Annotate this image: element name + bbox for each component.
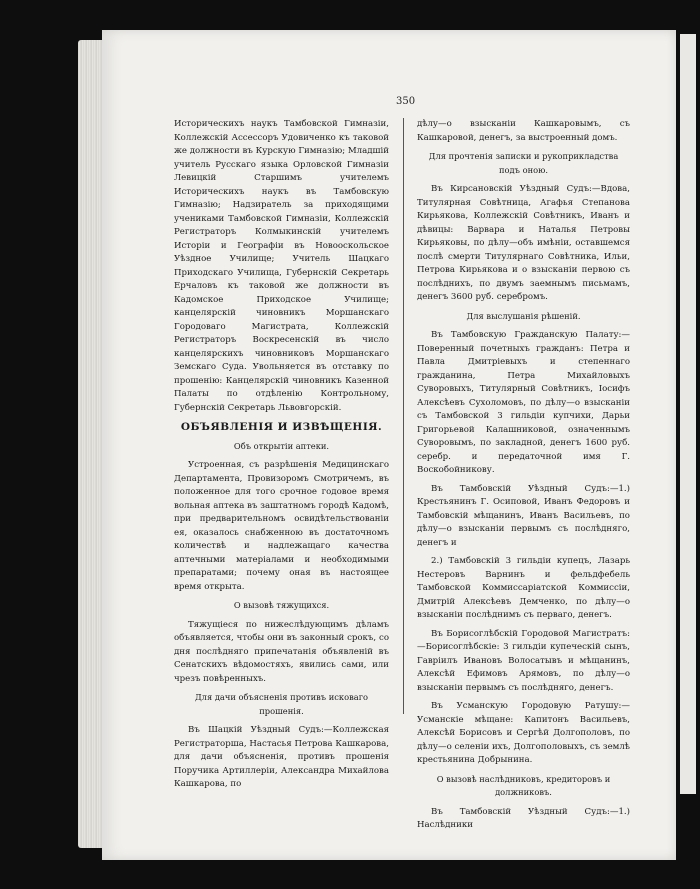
subhead-decisions: Для выслушанія рѣшеній. xyxy=(466,310,581,321)
right-paragraph-1: дѣлу—о взысканіи Кашкаровымъ, съ Кашкаровой, денегъ, за выстроенный домъ. xyxy=(417,119,630,143)
section-title: ОБЪЯВЛЕНІЯ И ИЗВѢЩЕНІЯ. xyxy=(180,421,383,433)
right-paragraph-7: Въ Усманскую Городовую Ратушу:—Усманскіе мѣщане: Капитонъ Васильевъ, Алексѣй Борисовъ и Сергѣй Долгополовъ, по дѣлу—о селеніи ихъ, Долгополовыхъ, съ землѣ крестьянина Добрынина. xyxy=(417,701,630,765)
column-divider xyxy=(403,118,404,714)
next-page-edge xyxy=(680,34,696,794)
right-paragraph-6: Въ Борисоглѣбскій Городовой Магистратъ:—Борисоглѣбскіе: 3 гильдіи купеческій сынъ, Гавріилъ Ивановъ Волосатывъ и мѣщанинъ, Алексѣй Ефимовъ Арямовъ, по дѣлу—о взысканіи первымъ съ послѣдняго, денегъ. xyxy=(417,628,630,693)
subhead-heirs: О вызовѣ наслѣдниковъ, кредиторовъ и должниковъ. xyxy=(436,773,611,797)
left-paragraph-2: Устроенная, съ разрѣшенія Медицинскаго Департамента, Провизоромъ Смотричемъ, въ положенное для того срочное годовое время вольная аптека въ заштатномъ городѣ Кадомѣ, при предварительномъ освидѣтельствованіи ея, оказалось снабженною въ достаточномъ количествѣ и надлежащаго качества аптечными матеріалами и необходимыми препаратами; почему оная въ настоящее время открыта. xyxy=(174,460,389,592)
right-column xyxy=(417,118,630,838)
right-paragraph-3: Въ Тамбовскую Гражданскую Палату:—Поверенный почетныхъ гражданъ: Петра и Павла Дмитріевыхъ и степеннаго гражданина, Петра Михайловыхъ Суворовыхъ, Титулярный Совѣтникъ, Іосифъ Алексѣевъ Сухоломовъ, по дѣлу—о взысканіи съ Тамбовской 3 гильдіи купчихи, Дарьи Григорьевой Калашниковой, означеннымъ Суворовымъ, по закладной, денегъ 1600 руб. серебр. и передаточной имя Г. Воскобойникову. xyxy=(417,330,630,475)
right-paragraph-2: Въ Кирсановскій Уѣздный Судъ:—Вдова, Титулярная Совѣтница, Агафья Степанова Кирьякова, Коллежскій Совѣтникъ, Иванъ и дѣвицы: Варвара и Наталья Петровы Кирьяковы, по дѣлу—объ имѣніи, оставшемся послѣ смерти Титулярнаго Совѣтника, Ильи, Петрова Кирьякова и о взысканіи первою съ послѣднихъ, по двумъ заемнымъ письмамъ, денегъ 3600 руб. серебромъ. xyxy=(417,184,630,302)
subhead-pharmacy: Объ открытіи аптеки. xyxy=(233,440,330,451)
right-paragraph-4: Въ Тамбовскій Уѣздный Судъ:—1.) Крестьянинъ Г. Осиповой, Иванъ Федоровъ и Тамбовскій мѣщанинъ, Иванъ Васильевъ, по дѣлу—о взысканіи первымъ съ послѣдняго, денегъ и xyxy=(417,483,630,548)
left-paragraph-3: Тяжущіеся по нижеслѣдующимъ дѣламъ объявляется, чтобы они въ законный срокъ, со дня послѣдняго припечатанія объявленій въ Сенатскихъ вѣдомостяхъ, явились сами, или чрезъ повѣренныхъ. xyxy=(174,619,389,684)
left-column xyxy=(174,118,389,797)
page-number: 350 xyxy=(396,96,416,107)
subhead-litigants: О вызовѣ тяжущихся. xyxy=(233,600,330,610)
right-paragraph-8: Въ Тамбовскій Уѣздный Судъ:—1.) Наслѣдники xyxy=(417,806,630,830)
subhead-reading: Для прочтенія записки и рукоприкладства подъ оною. xyxy=(428,151,619,175)
left-paragraph-4: Въ Шацкій Уѣздный Судъ:—Коллежская Регистраторша, Настасья Петрова Кашкарова, для дачи объясненія, противъ прошенія Поручика Артиллеріи, Александра Михайлова Кашкарова, по xyxy=(174,725,389,789)
left-paragraph-1: Историческихъ наукъ Тамбовской Гимназіи, Коллежскій Ассессоръ Удовиченко къ таковой же должности въ Курскую Гимназію; Младшій учитель Русскаго языка Орловской Гимназіи Левицкій Старшимъ учителемъ Историческихъ наукъ въ Тамбовскую Гимназію; Надзиратель за приходящими учениками Тамбовской Гимназіи, Коллежскій Регистраторъ Колмыкинскій учителемъ Исторіи и Географіи въ Новооскольское Уѣздное Училище; Учитель Шацкаго Приходскаго Училища, Губернскій Секретарь Ерчаловъ къ таковой же должности въ Кадомское Приходское Училище; канцелярскій чиновникъ Моршанскаго Городоваго Магистрата, Коллежскій Регистраторъ Воскресенскій въ число канцелярскихъ чиновниковъ Моршанскаго Земскаго Суда. Увольняется въ отставку по прошенію: Канцелярскій чиновникъ Казенной Палаты по отдѣленію Контрольному, Губернскій Секретарь Львовгорскій. xyxy=(174,119,389,413)
subhead-explanation: Для дачи объясненія противъ исковаго прошенія. xyxy=(194,692,369,716)
right-paragraph-5: 2.) Тамбовскій 3 гильдіи купецъ, Лазарь Нестеровъ Варнинъ и фельдфебель Тамбовской Коммиссаріатской Коммиссіи, Дмитрій Алексѣевъ Демченко, по дѣлу—о взысканіи послѣднимъ съ перваго, денегъ. xyxy=(417,556,630,620)
